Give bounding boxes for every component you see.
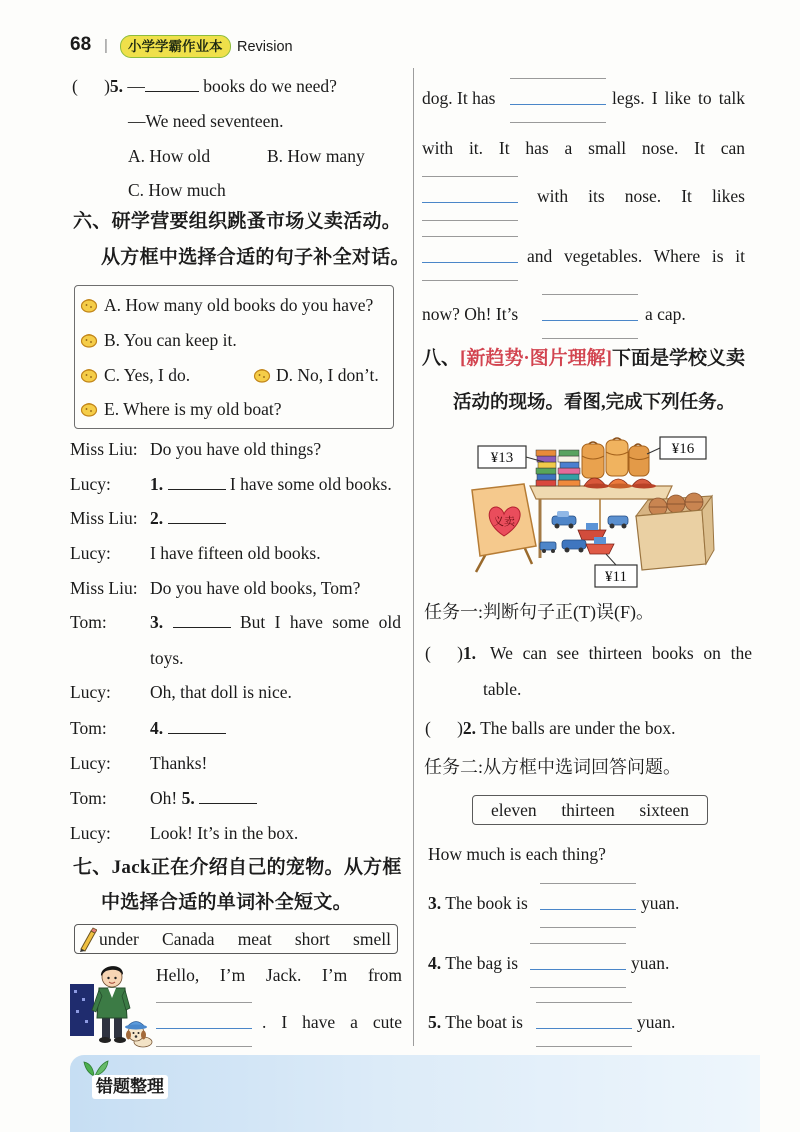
blank-number: 3.: [150, 612, 164, 632]
writing-grid-blank[interactable]: [156, 1002, 252, 1048]
task-1-item-text: We can see thirteen books on the: [490, 643, 752, 663]
sentence-option-e: E. Where is my old boat?: [104, 399, 282, 419]
passage-line: legs. I like to talk: [612, 88, 745, 108]
box-of-balls: [636, 493, 714, 570]
boy-figure: [92, 966, 130, 1043]
page-number: 68: [70, 34, 92, 55]
passage-line: dog. It has: [422, 88, 496, 108]
task-2-item: [428, 892, 528, 914]
price-tag-books: [478, 446, 544, 468]
dash: —: [127, 76, 145, 96]
caps: [584, 478, 656, 489]
question-stem: books do we need?: [203, 76, 337, 96]
item-number: 4.: [428, 953, 442, 973]
sentence-option-b: B. You can keep it.: [104, 330, 237, 350]
section-7-title-line2: 中选择合适的单词补全短文。: [101, 892, 352, 913]
section-6-title: 六、研学营要组织跳蚤市场义卖活动。: [73, 211, 402, 232]
task-2-item-text: The bag is: [445, 953, 519, 973]
series-badge: 小学学霸作业本: [120, 35, 231, 58]
passage-line: with it. It has a small nose. It can: [422, 138, 745, 158]
writing-grid-blank[interactable]: [540, 883, 636, 929]
sentence-option-c: C. Yes, I do.: [104, 365, 191, 385]
section-tag: [新趋势·图片理解]: [460, 348, 613, 369]
dialogue-speaker: Tom:: [70, 612, 107, 632]
dialogue-speaker: Lucy:: [70, 753, 111, 773]
question-5: [72, 75, 337, 97]
task-2-item-text: The boat is: [445, 1012, 523, 1032]
section-number: 七、: [73, 857, 112, 878]
writing-grid-blank[interactable]: [530, 943, 626, 989]
unit-label: yuan.: [637, 1012, 676, 1032]
backpacks: [582, 438, 649, 478]
option-c: C. How much: [128, 180, 226, 200]
section-8-title: [422, 347, 745, 371]
word-bank-item: short: [294, 928, 330, 949]
header-separator: |: [104, 37, 108, 54]
dialogue-speaker: Lucy:: [70, 474, 111, 494]
sentence-option-d: D. No, I don’t.: [276, 365, 379, 385]
dialogue-speaker: Miss Liu:: [70, 508, 138, 528]
dog-figure: [125, 1022, 152, 1048]
task-2-word-bank: [472, 795, 708, 825]
passage-line: . I have a cute: [262, 1012, 402, 1032]
dialogue-text: Oh!: [150, 788, 178, 808]
word-bank-item: sixteen: [639, 799, 689, 820]
answer-blank[interactable]: [199, 788, 257, 804]
mistake-notes-band: [70, 1055, 760, 1132]
word-bank-item: eleven: [491, 799, 537, 820]
item-number: 5.: [428, 1012, 442, 1032]
blank-number: 4.: [150, 718, 164, 738]
dialogue-line: [150, 473, 392, 495]
dialogue-speaker: Tom:: [70, 788, 107, 808]
blank-number: 5.: [181, 788, 195, 808]
task-1-title: 任务一:判断句子正(T)误(F)。: [424, 602, 654, 622]
cookie-icon: [80, 297, 98, 313]
blank-number: 2.: [150, 508, 164, 528]
section-title-text: 下面是学校义卖: [612, 348, 746, 369]
answer-blank[interactable]: [168, 474, 226, 490]
writing-grid-blank[interactable]: [422, 236, 518, 282]
option-b: B. How many: [267, 146, 365, 166]
option-a: A. How old: [128, 146, 211, 166]
dialogue-text: Do you have old books, Tom?: [150, 578, 361, 598]
passage-line: now? Oh! It’s: [422, 304, 519, 324]
dialogue-speaker: Lucy:: [70, 682, 111, 702]
dialogue-line: [150, 787, 257, 809]
writing-grid-blank[interactable]: [422, 176, 518, 222]
word-bank-item: under: [99, 928, 139, 949]
passage-line: with its nose. It likes: [537, 186, 745, 206]
task-2-prompt: How much is each thing?: [428, 844, 606, 864]
task-1-item: [425, 642, 476, 664]
cookie-icon: [80, 332, 98, 348]
book-stacks: [536, 450, 580, 486]
dialogue-text: Do you have old things?: [150, 439, 322, 459]
section-7-title: [73, 856, 402, 880]
background-building: [70, 984, 94, 1036]
dialogue-text: I have some old books.: [229, 474, 392, 494]
series-name: Revision: [237, 39, 293, 55]
price-tag-text: ¥11: [605, 569, 627, 585]
pencil-icon: [77, 927, 97, 953]
passage-line: and vegetables. Where is it: [527, 246, 745, 266]
answer-blank[interactable]: [173, 612, 231, 628]
dialogue-line: [150, 717, 226, 739]
question-5-answer: —We need seventeen.: [128, 111, 284, 131]
answer-blank[interactable]: [145, 76, 199, 92]
answer-blank[interactable]: [168, 508, 226, 524]
item-number: 3.: [428, 893, 442, 913]
price-tag-text: ¥16: [671, 441, 695, 457]
word-bank-item: smell: [353, 928, 391, 949]
price-tag-boats: [595, 554, 637, 587]
word-bank-item: meat: [237, 928, 272, 949]
answer-paren[interactable]: ( ): [425, 643, 463, 663]
column-divider: [413, 68, 414, 1046]
passage-line: a cap.: [645, 304, 686, 324]
word-bank-box: [74, 924, 398, 954]
answer-blank[interactable]: [168, 718, 226, 734]
dialogue-speaker: Miss Liu:: [70, 578, 138, 598]
word-bank-item: thirteen: [561, 799, 615, 820]
task-2-item: [428, 952, 518, 974]
item-number: 1.: [462, 643, 477, 663]
toy-boats-and-cars: [540, 511, 628, 554]
task-2-item: [428, 1011, 523, 1033]
unit-label: yuan.: [631, 953, 670, 973]
section-title-text: 正在介绍自己的宠物。从方框: [150, 857, 402, 878]
question-number: 5.: [109, 76, 124, 96]
dialogue-line: [150, 507, 226, 529]
section-8-title-line2: 活动的现场。看图,完成下列任务。: [453, 393, 736, 413]
dialogue-line: [150, 611, 401, 633]
writing-grid-blank[interactable]: [542, 294, 638, 340]
writing-grid-blank[interactable]: [510, 78, 606, 124]
task-2-item-text: The book is: [445, 893, 528, 913]
dialogue-text: Thanks!: [150, 753, 208, 773]
task-1-item-text-cont: table.: [483, 679, 522, 699]
dialogue-speaker: Miss Liu:: [70, 439, 138, 459]
task-1-item-text: The balls are under the box.: [480, 718, 676, 738]
dialogue-text: But I have some old: [239, 612, 402, 632]
pet-owner-name: Jack: [111, 857, 151, 878]
task-1-item: [425, 717, 675, 739]
section-6-title-line2: 从方框中选择合适的句子补全对话。: [101, 247, 410, 268]
answer-paren[interactable]: ( ): [72, 76, 110, 96]
answer-paren[interactable]: ( ): [425, 718, 463, 738]
writing-grid-blank[interactable]: [536, 1002, 632, 1048]
passage-line: Hello, I’m Jack. I’m from: [156, 965, 402, 985]
sale-sign: [472, 484, 536, 572]
cookie-icon: [80, 367, 98, 383]
blank-number: 1.: [150, 474, 164, 494]
dialogue-text: Oh, that doll is nice.: [150, 682, 292, 702]
dialogue-text: toys.: [150, 648, 184, 668]
task-2-title: 任务二:从方框中选词回答问题。: [424, 757, 681, 777]
cookie-icon: [253, 367, 271, 383]
charity-sale-picture: [466, 430, 716, 592]
sentence-option-a: A. How many old books do you have?: [104, 295, 374, 315]
item-number: 2.: [462, 718, 477, 738]
sale-sign-text: 义卖: [493, 515, 515, 528]
word-bank-item: Canada: [162, 928, 215, 949]
jack-and-dog-illustration: [70, 960, 154, 1048]
dialogue-speaker: Tom:: [70, 718, 107, 738]
price-tag-bags: [647, 437, 706, 459]
cookie-icon: [80, 401, 98, 417]
unit-label: yuan.: [641, 893, 680, 913]
dialogue-speaker: Lucy:: [70, 543, 111, 563]
price-tag-text: ¥13: [490, 450, 514, 466]
mistake-notes-label: 错题整理: [92, 1075, 168, 1099]
dialogue-speaker: Lucy:: [70, 823, 111, 843]
dialogue-text: Look! It’s in the box.: [150, 823, 299, 843]
dialogue-text: I have fifteen old books.: [150, 543, 321, 563]
section-number: 八、: [422, 348, 461, 369]
